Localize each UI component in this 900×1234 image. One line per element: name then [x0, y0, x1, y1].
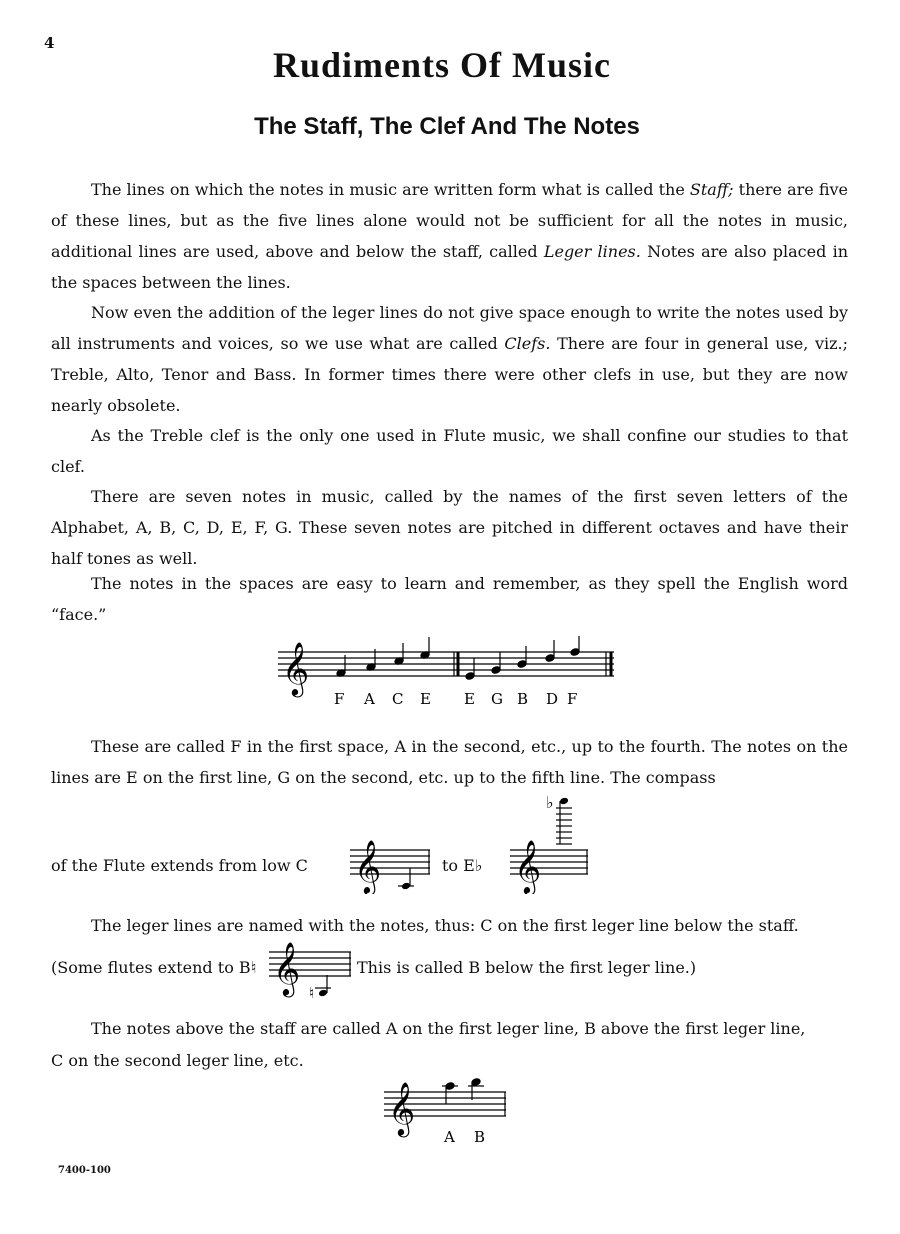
- p6-text: These are called F in the first space, A in the second, etc., up to the fourth. The notes on the lines are E on the first line, G on the second, etc. up to the fifth line. The compass: [51, 737, 848, 787]
- paragraph-seven-notes: [51, 481, 848, 574]
- low-b-natural-music-example: [265, 938, 355, 1002]
- page-number: 4: [44, 34, 55, 52]
- p8-text-b: C on the second leger line, etc.: [51, 1051, 304, 1070]
- p1-term-leger: Leger lines.: [543, 242, 641, 261]
- face-egbdf-music-example: [278, 636, 618, 716]
- above-staff-music-example: [384, 1074, 510, 1150]
- high-e-flat-music-example: [510, 786, 592, 894]
- label-space-e: E: [420, 690, 431, 708]
- label-line-g: G: [491, 690, 503, 708]
- treble-clef-icon: 𝄞: [514, 839, 542, 893]
- label-line-e: E: [464, 690, 475, 708]
- page-title: Rudiments Of Music: [272, 45, 611, 85]
- label-above-b: B: [474, 1128, 486, 1146]
- p4-text: There are seven notes in music, called by the names of the first seven letters of the Alphabet, A, B, C, D, E, F, G. These seven notes are pitched in different octaves and have their half tones as well.: [51, 487, 848, 568]
- p1-text-b: there are five of these lines, but as the five lines alone would not be sufficient for all the notes in music, additional lines are used, above and below the staff, called: [51, 180, 848, 261]
- label-space-f: F: [334, 690, 345, 708]
- natural-sign-icon: ♮: [309, 984, 315, 1002]
- paragraph-above-staff-1: [51, 1019, 848, 1038]
- compass-text-a: of the Flute extends from low C: [51, 856, 308, 875]
- b-text-a: (Some flutes extend to B♮: [51, 958, 257, 977]
- treble-clef-icon: 𝄞: [282, 641, 310, 695]
- staff-lines: [278, 652, 614, 676]
- label-above-a: A: [444, 1128, 455, 1146]
- p8-text-a: The notes above the staff are called A on the first leger line, B above the first leger line,: [91, 1019, 806, 1038]
- paragraph-line-notes: [51, 731, 848, 793]
- low-c-music-example: [350, 830, 434, 894]
- treble-clef-icon: 𝄞: [273, 941, 301, 995]
- paragraph-treble-clef: [51, 420, 848, 482]
- label-space-c: C: [392, 690, 404, 708]
- label-line-d: D: [546, 690, 559, 708]
- p3-text: As the Treble clef is the only one used in Flute music, we shall confine our studies to that clef.: [51, 426, 848, 476]
- p7-text: The leger lines are named with the notes, thus: C on the first leger line below the staff.: [91, 916, 799, 935]
- p5-text: The notes in the spaces are easy to learn and remember, as they spell the English word “face.”: [51, 574, 848, 624]
- paragraph-leger-names: [51, 910, 848, 941]
- label-line-b: B: [517, 690, 529, 708]
- treble-clef-icon: 𝄞: [388, 1081, 416, 1135]
- p1-term-staff: Staff;: [689, 180, 734, 199]
- flat-sign-icon: ♭: [546, 793, 554, 812]
- b-natural-line-post: [357, 958, 837, 977]
- footer-code: 7400-100: [58, 1165, 111, 1176]
- paragraph-clefs: [51, 297, 848, 421]
- b-text-b: This is called B below the first leger line.): [357, 958, 697, 977]
- label-line-f: F: [567, 690, 578, 708]
- compass-to: [442, 856, 512, 875]
- p1-text-a: The lines on which the notes in music are written form what is called the: [91, 180, 690, 199]
- compass-text-b: to E♭: [442, 856, 483, 875]
- label-space-a: A: [364, 690, 375, 708]
- p2-term-clefs: Clefs.: [504, 334, 551, 353]
- section-subtitle: The Staff, The Clef And The Notes: [254, 113, 640, 140]
- p1-text-c: Notes are also placed in the spaces between the lines.: [51, 242, 848, 292]
- paragraph-staff: [51, 174, 848, 298]
- p2-text-a: Now even the addition of the leger lines do not give space enough to write the notes used by all instruments and voices, so we use what are called: [51, 303, 848, 353]
- treble-clef-icon: 𝄞: [354, 839, 382, 893]
- paragraph-above-staff-2: [51, 1051, 848, 1070]
- paragraph-face: [51, 568, 848, 630]
- p2-text-b: There are four in general use, viz.; Treble, Alto, Tenor and Bass. In former times there were other clefs in use, but they are now nearly obsolete.: [51, 334, 849, 415]
